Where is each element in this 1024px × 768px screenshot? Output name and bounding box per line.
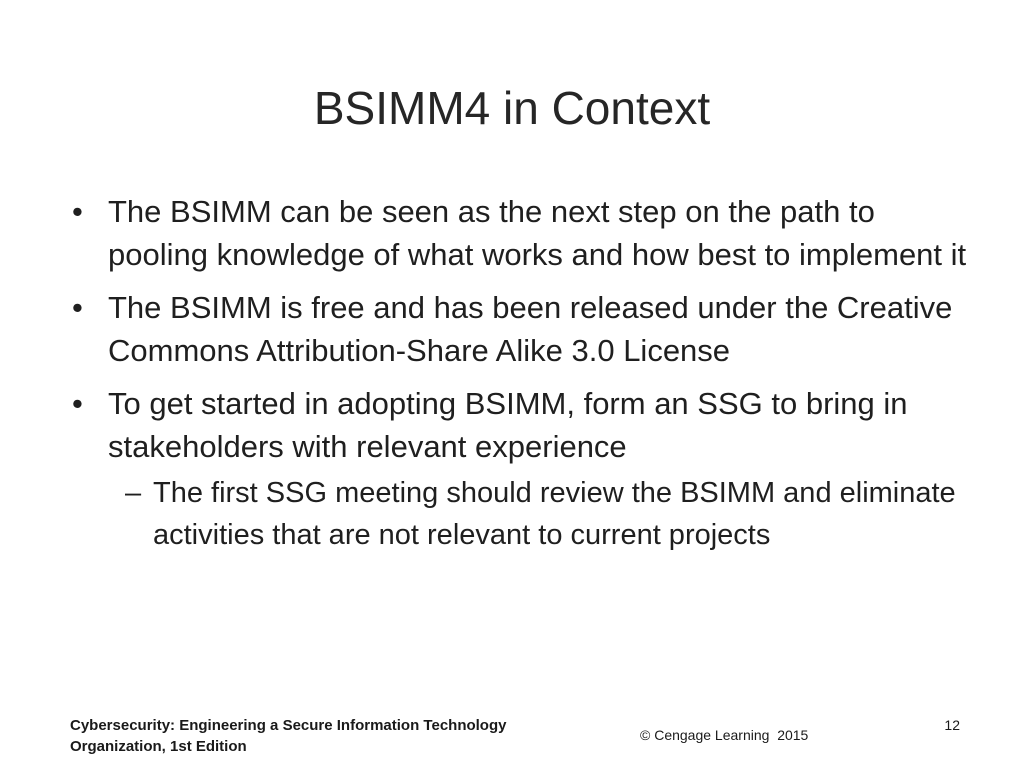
slide-title: BSIMM4 in Context (313, 82, 711, 134)
bullet-marker: • (72, 290, 83, 325)
footer-book-line-2: Organization, 1st Edition (70, 738, 247, 755)
sub-bullet-item-1 (70, 472, 970, 556)
bullet-marker: • (72, 386, 83, 421)
bullet-text: The BSIMM is free and has been released under the Creative Commons Attribution-Share Alike 3.0 License (108, 290, 953, 368)
footer-copyright: © Cengage Learning 2015 (640, 727, 809, 743)
bullet-item-3 (70, 382, 970, 468)
sub-bullet-group (70, 472, 970, 556)
bullet-item-2 (70, 286, 970, 372)
bullet-list (70, 190, 970, 556)
bullet-text: The BSIMM can be seen as the next step on the path to pooling knowledge of what works and how best to implement it (108, 194, 967, 272)
bullet-marker: • (72, 194, 83, 229)
bullet-item-1 (70, 190, 970, 276)
footer-book-title (70, 715, 590, 757)
bullet-text: To get started in adopting BSIMM, form an SSG to bring in stakeholders with relevant experience (108, 386, 908, 464)
sub-bullet-list (70, 472, 970, 556)
sub-bullet-text: The first SSG meeting should review the BSIMM and eliminate activities that are not relevant to current projects (153, 477, 956, 551)
sub-bullet-marker: – (125, 477, 142, 509)
footer-book-line-1: Cybersecurity: Engineering a Secure Information Technology (70, 717, 507, 734)
page-number: 12 (944, 717, 960, 733)
